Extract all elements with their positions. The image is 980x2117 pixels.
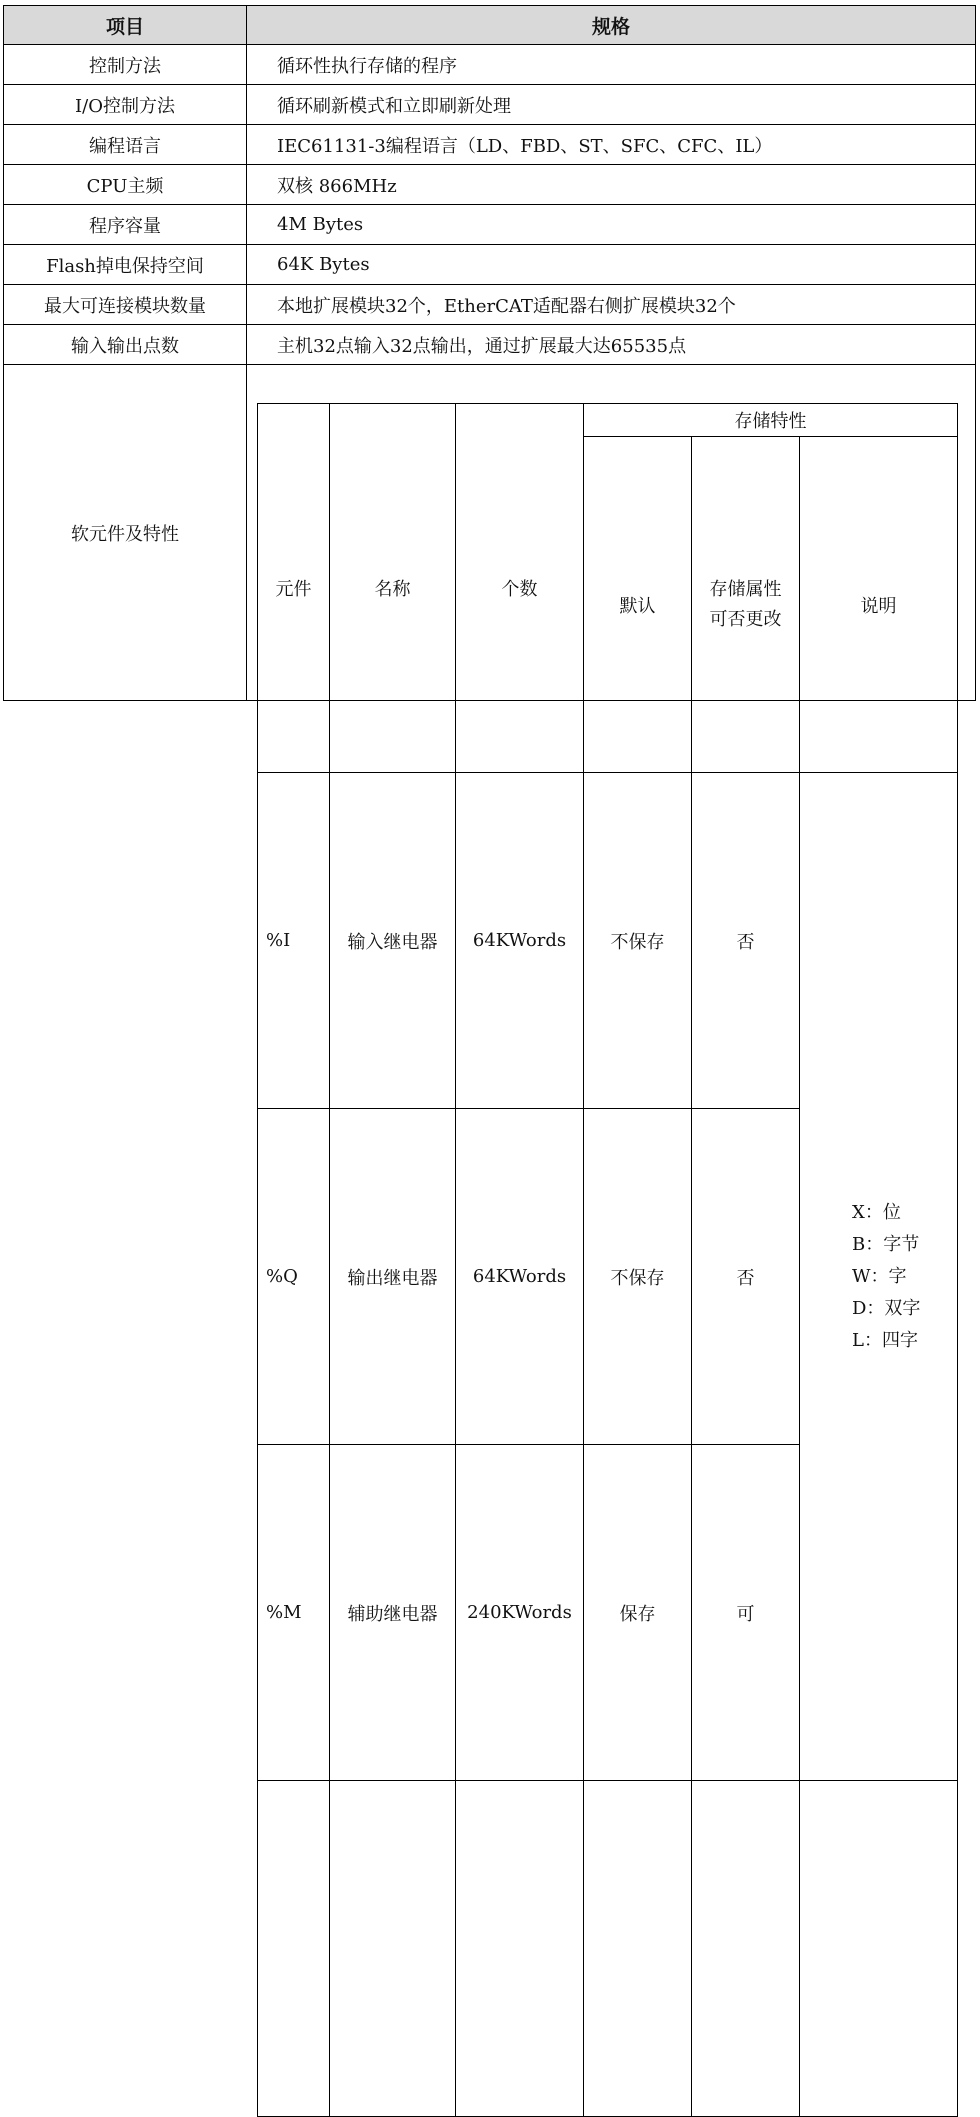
row-key: 程序容量: [4, 205, 247, 245]
col-storage: 存储特性: [584, 404, 958, 437]
header-item: 项目: [4, 6, 247, 45]
col-element: 元件: [258, 404, 330, 773]
cell-name: 输出继电器: [330, 1109, 456, 1445]
cell-default: 不保存: [584, 1109, 692, 1445]
cell-element: %M: [258, 1445, 330, 1781]
table-row: [4, 325, 976, 365]
row-key: 最大可连接模块数量: [4, 285, 247, 325]
cell-changeable: 否: [692, 773, 800, 1109]
row-value: 双核 866MHz: [247, 165, 976, 205]
table-row: [4, 245, 976, 285]
col-desc: 说明: [800, 437, 958, 773]
soft-element-cell: [247, 365, 976, 1625]
table-row: [4, 165, 976, 205]
cell-desc: [800, 773, 958, 1781]
cell-name: 辅助继电器: [330, 1445, 456, 1781]
col-attr: [692, 437, 800, 773]
row-value: 主机32点输入32点输出，通过扩展最大达65535点: [247, 325, 976, 365]
row-key: 软元件及特性: [4, 365, 247, 701]
table-row: [4, 45, 976, 85]
cell-default: 不保存: [584, 773, 692, 1109]
cell-default: 保存: [584, 1445, 692, 1781]
table-row: [4, 125, 976, 165]
desc-line: B：字节: [852, 1233, 920, 1255]
row-key: 输入输出点数: [4, 325, 247, 365]
table-row: [4, 85, 976, 125]
spec-table: [3, 5, 976, 1625]
col-attr-line1: 存储属性: [709, 578, 782, 600]
soft-element-row: [4, 365, 976, 701]
row-value: 本地扩展模块32个，EtherCAT适配器右侧扩展模块32个: [247, 285, 976, 325]
cell-name: 输入继电器: [330, 773, 456, 1109]
inner-header-row: [258, 404, 958, 437]
col-count: 个数: [456, 404, 584, 773]
row-key: Flash掉电保持空间: [4, 245, 247, 285]
row-key: CPU主频: [4, 165, 247, 205]
col-name: 名称: [330, 404, 456, 773]
cell-count: 64KWords: [456, 773, 584, 1109]
desc-line: D：双字: [852, 1297, 921, 1319]
col-default: 默认: [584, 437, 692, 773]
desc-line: X：位: [852, 1201, 901, 1223]
row-value: IEC61131-3编程语言（LD、FBD、ST、SFC、CFC、IL）: [247, 125, 976, 165]
row-key: I/O控制方法: [4, 85, 247, 125]
table-row-empty: [258, 1781, 958, 2117]
row-value: 64K Bytes: [247, 245, 976, 285]
table-row: [4, 285, 976, 325]
table-row: [4, 205, 976, 245]
row-value: 循环性执行存储的程序: [247, 45, 976, 85]
cell-changeable: 可: [692, 1445, 800, 1781]
header-row: [4, 6, 976, 45]
row-key: 编程语言: [4, 125, 247, 165]
col-attr-line2: 可否更改: [709, 608, 782, 630]
cell-count: 64KWords: [456, 1109, 584, 1445]
row-value: 循环刷新模式和立即刷新处理: [247, 85, 976, 125]
row-key: 控制方法: [4, 45, 247, 85]
desc-line: L：四字: [852, 1329, 918, 1351]
header-spec: 规格: [247, 6, 976, 45]
cell-element: %Q: [258, 1109, 330, 1445]
table-row: [258, 773, 958, 1109]
soft-element-table: [257, 403, 958, 2117]
cell-element: %I: [258, 773, 330, 1109]
row-value: 4M Bytes: [247, 205, 976, 245]
cell-changeable: 否: [692, 1109, 800, 1445]
desc-line: W：字: [852, 1265, 907, 1287]
cell-count: 240KWords: [456, 1445, 584, 1781]
